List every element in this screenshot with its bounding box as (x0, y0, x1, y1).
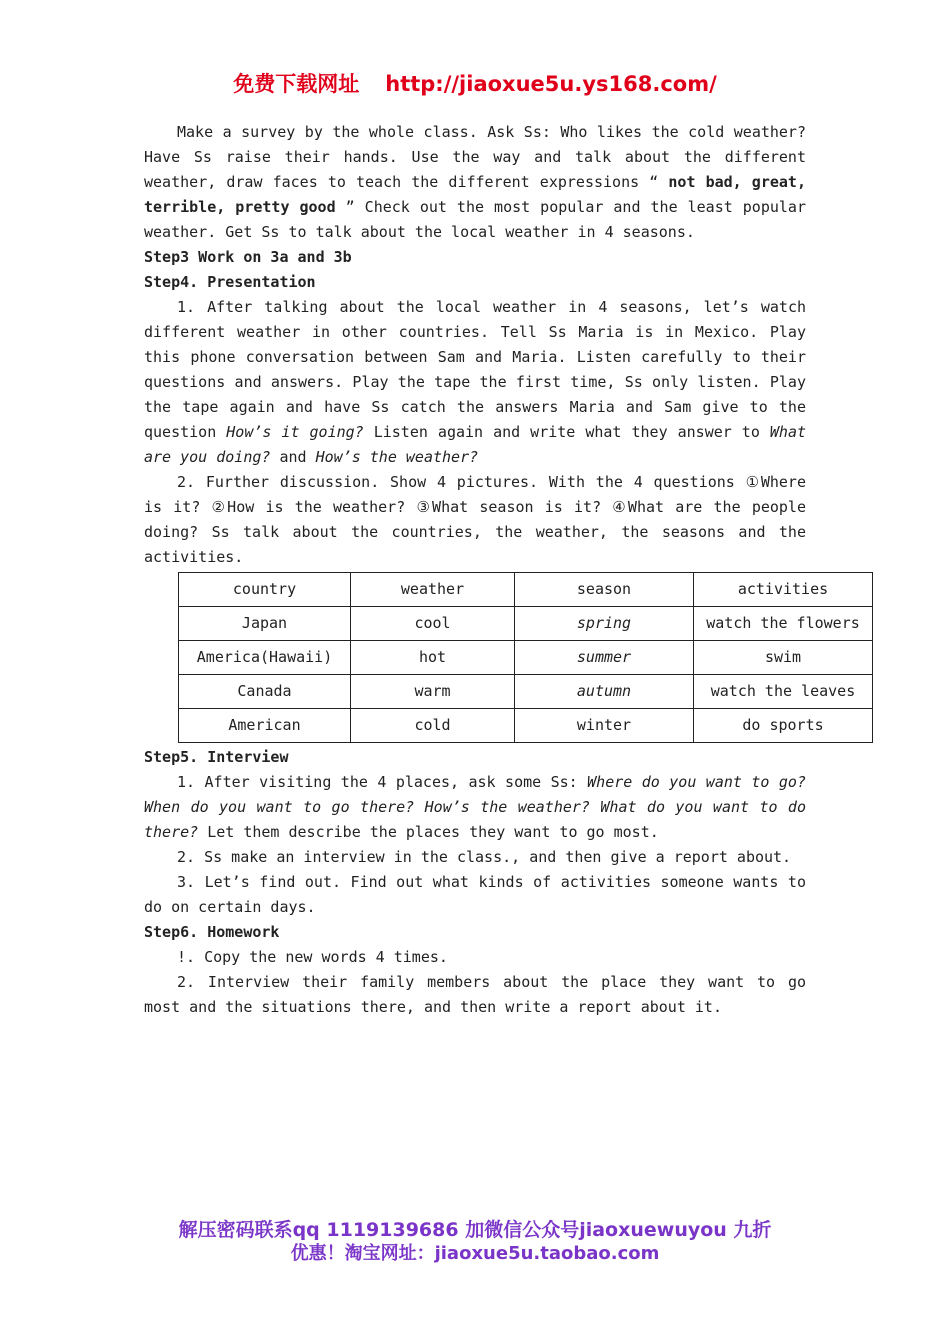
table-cell: cool (351, 607, 515, 641)
survey-expressions: not bad, great, terrible, pretty good (144, 173, 806, 216)
paragraph-presentation-2: 2. Further discussion. Show 4 pictures. With the 4 questions ①Where is it? ②How is the weather? ③What season is it? ④What are the people doing? Ss talk about the countries, the weather, the seasons and the activities. (144, 473, 806, 566)
table-cell: watch the flowers (694, 607, 873, 641)
table-cell: Canada (179, 675, 351, 709)
table-cell: hot (351, 641, 515, 675)
pres1-question-3: How’s the weather? (315, 448, 479, 466)
step6-heading: Step6. Homework (144, 923, 280, 941)
table-row (179, 675, 873, 709)
table-header-cell: activities (694, 573, 873, 607)
paragraph-presentation-1 (144, 295, 806, 470)
interview1-questions: Where do you want to go? When do you want to go there? How’s the weather? What do you want to do there? (144, 773, 806, 841)
table-cell: Japan (179, 607, 351, 641)
document-body (144, 120, 860, 1020)
table-cell: America(Hawaii) (179, 641, 351, 675)
table-row (179, 641, 873, 675)
survey-text-b: ” Check out the most popular and the least popular weather. Get Ss to talk about the local weather in 4 seasons. (144, 198, 806, 241)
page-footer (0, 1218, 950, 1266)
pres1-question-2: What are you doing? (144, 423, 807, 466)
table-cell: warm (351, 675, 515, 709)
pres1-text-b: Listen again and write what they answer to (363, 423, 770, 441)
header-url[interactable]: http://jiaoxue5u.ys168.com/ (385, 72, 717, 96)
table-header-row (179, 573, 873, 607)
footer-line-2: 优惠！淘宝网址：jiaoxue5u.taobao.com (290, 1243, 660, 1264)
step3-heading: Step3 Work on 3a and 3b (144, 248, 352, 266)
paragraph-homework-2: 2. Interview their family members about the place they want to go most and the situations there, and then write a report about it. (144, 973, 806, 1016)
table-cell: winter (515, 709, 694, 743)
table-header-cell: weather (351, 573, 515, 607)
table-cell: American (179, 709, 351, 743)
interview1-text-b: Let them describe the places they want to go most. (198, 823, 659, 841)
table-cell: do sports (694, 709, 873, 743)
survey-text-a: Make a survey by the whole class. Ask Ss: Who likes the cold weather? Have Ss raise their hands. Use the way and talk about the different weather, draw faces to teach the different expressions “ (144, 123, 806, 191)
weather-table (178, 572, 873, 743)
pres1-text-c: and (270, 448, 316, 466)
table-cell: cold (351, 709, 515, 743)
table-cell: spring (515, 607, 694, 641)
step5-heading: Step5. Interview (144, 748, 289, 766)
table-cell: swim (694, 641, 873, 675)
table-header-cell: season (515, 573, 694, 607)
paragraph-homework-1: !. Copy the new words 4 times. (177, 948, 448, 966)
table-row (179, 607, 873, 641)
table-cell: autumn (515, 675, 694, 709)
footer-line-1: 解压密码联系qq 1119139686 加微信公众号jiaoxuewuyou 九折 (178, 1219, 772, 1241)
paragraph-interview-3: 3. Let’s find out. Find out what kinds of activities someone wants to do on certain days. (144, 873, 806, 916)
paragraph-survey (144, 120, 806, 245)
pres1-question-1: How’s it going? (226, 423, 364, 441)
paragraph-interview-1 (144, 770, 806, 845)
table-row (179, 709, 873, 743)
table-cell: summer (515, 641, 694, 675)
paragraph-interview-2: 2. Ss make an interview in the class., and then give a report about. (177, 848, 792, 866)
step4-heading: Step4. Presentation (144, 273, 316, 291)
interview1-text-a: 1. After visiting the 4 places, ask some Ss: (177, 773, 588, 791)
page-header (0, 68, 950, 98)
pres1-text-a: 1. After talking about the local weather in 4 seasons, let’s watch different weather in other countries. Tell Ss Maria is in Mexico. Play this phone conversation between Sam and Maria. Listen carefully to their questions and answers. Play the tape the first time, Ss only listen. Play the tape again and have Ss catch the answers Maria and Sam give to the question (144, 298, 806, 441)
header-label: 免费下载网址 (233, 72, 360, 96)
table-header-cell: country (179, 573, 351, 607)
table-cell: watch the leaves (694, 675, 873, 709)
